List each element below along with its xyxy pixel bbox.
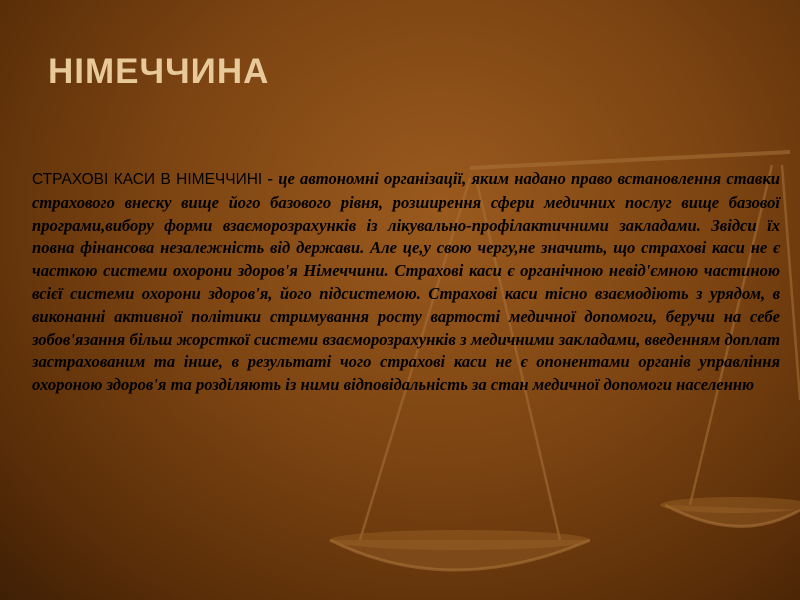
term-heading: СТРАХОВІ КАСИ В НІМЕЧЧИНІ [32,171,263,188]
scales-beam [470,152,790,168]
scales-right-pan [665,505,800,526]
term-definition: - це автономні організації, яким надано право встановлення ставки страхового внеску вище його базового рівня, розширення сфери медичних послуг вище базової програми,вибору форми взаєморозрахунків із лікувально-профілактичними закладами. Звідси їх повна фінансова незалежність від держави. Але це,у свою чергу,не значить, що страхові каси не є часткою системи охорони здоров'я Німеччини. Страхові каси є органічною невід'ємною частиною всієї системи охорони здоров'я, його підсистемою. Страхові каси тісно взаємодіють з урядом, в виконанні активної політики стримування росту вартості медичної допомоги, беручи на себе зобов'язання більш жорсткої системи взаєморозрахунків з медичними закладами, введенням доплат застрахованим та інше, в результаті чого страхові каси не є опонентами органів управління охороною здоров'я та розділяють із ними відповідальність за стан медичної допомоги населенню [32,169,780,395]
scales-left-pan [330,540,590,570]
slide-title: НІМЕЧЧИНА [48,52,270,91]
body-paragraph [32,168,780,397]
